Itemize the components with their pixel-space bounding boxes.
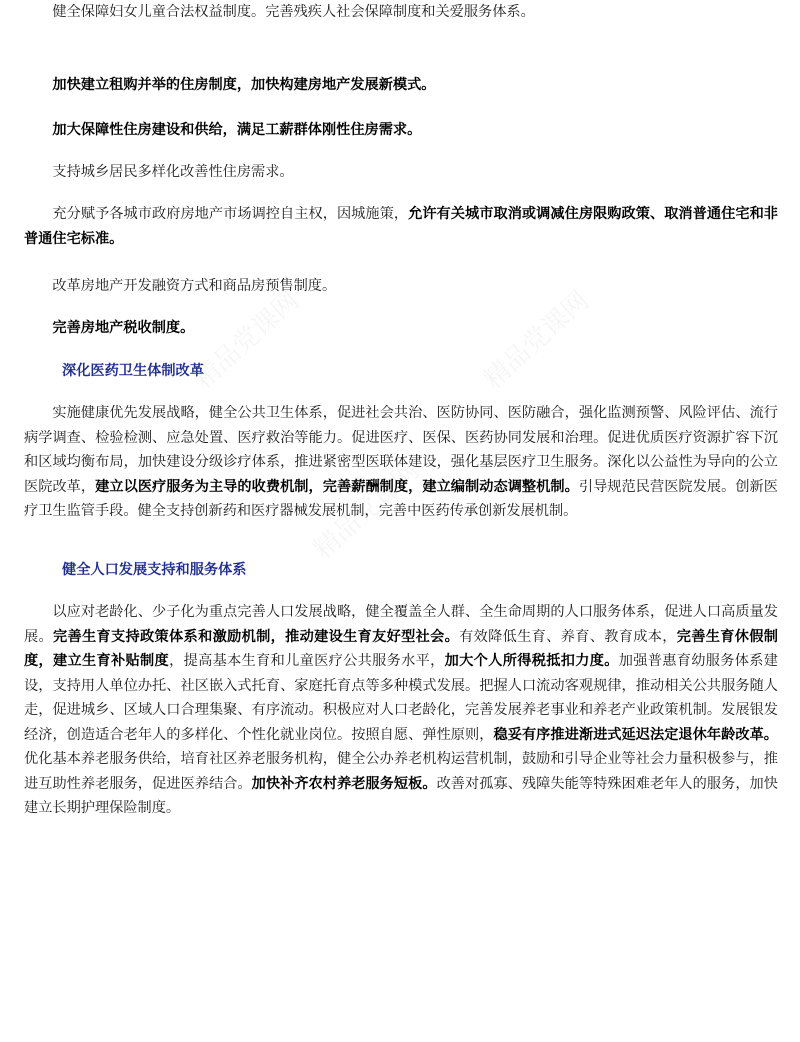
bold-span: 加快建立租购并举的住房制度，加快构建房地产发展新模式。 (52, 77, 436, 93)
text-span: 加强普惠育幼服务体系建设，支持用人单位办托、社区嵌入式托育、家庭托育点等多种模式发展。把握人口流动客观规律，推动相关公共服务随人走，促进城乡、区域人口合理集聚、有序流动。积极应对人口老龄化，完善发展养老事业和养老产业政策机制。发展银发经济，创造适合老年人的多样化、个性化就业岗位。按照自愿、弹性原则， (24, 653, 778, 743)
paragraph-medical (24, 401, 778, 524)
bold-span: 加快补齐农村养老服务短板。 (251, 775, 437, 792)
watermark: 精品党课网 (188, 285, 306, 396)
text-span: 改善对孤寡、残障失能等特殊困难老年人的服务，加快建立长期护理保险制度。 (24, 775, 778, 816)
text-span: 有效降低生育、养育、教育成本， (459, 628, 677, 645)
section-heading-medical: 深化医药卫生体制改革 (62, 363, 204, 379)
text-span: 充分赋予各城市政府房地产市场调控自主权，因城施策， (52, 206, 409, 222)
text-span: 健全保障妇女儿童合法权益制度。完善残疾人社会保障制度和关爱服务体系。 (52, 4, 535, 20)
bold-span: 完善生育支持政策体系和激励机制，推动建设生育友好型社会。 (53, 628, 460, 645)
bold-span: 完善生育休假制度，建立生育补贴制度 (24, 628, 778, 669)
bold-span: 加大个人所得税抵扣力度。 (444, 653, 619, 669)
paragraph-6 (24, 274, 778, 299)
bold-span: 稳妥有序推进渐进式延迟法定退休年龄改革。 (493, 726, 778, 743)
paragraph-1 (24, 0, 778, 25)
text-span: ，提高基本生育和儿童医疗公共服务水平， (169, 653, 445, 669)
bold-span: 完善房地产税收制度。 (52, 320, 195, 336)
watermark: 精品党课网 (308, 455, 426, 566)
text-span: 引导规范民营医院发展。创新医疗卫生监管手段。健全支持创新药和医疗器械发展机制，完善中医药传承创新发展机制。 (24, 478, 778, 519)
paragraph-2 (24, 73, 778, 98)
section-heading-population: 健全人口发展支持和服务体系 (62, 562, 247, 578)
text-span: 实施健康优先发展战略，健全公共卫生体系，促进社会共治、医防协同、医防融合，强化监测预警、风险评估、流行病学调查、检验检测、应急处置、医疗救治等能力。促进医疗、医保、医药协同发展和治理。促进优质医疗资源扩容下沉和区域均衡布局，加快建设分级诊疗体系，推进紧密型医联体建设，强化基层医疗卫生服务。深化以公益性为导向的公立医院改革， (24, 405, 778, 495)
watermark: 精品党课网 (478, 285, 596, 396)
paragraph-5 (24, 202, 778, 251)
paragraph-population (24, 600, 778, 821)
paragraph-4 (24, 160, 778, 185)
text-span: 以应对老龄化、少子化为重点完善人口发展战略，健全覆盖全人群、全生命周期的人口服务体系，促进人口高质量发展。 (24, 604, 778, 645)
text-span: 优化基本养老服务供给，培育社区养老服务机构，健全公办养老机构运营机制，鼓励和引导企业等社会力量积极参与，推进互助性养老服务，促进医养结合。 (24, 751, 778, 792)
text-span: 支持城乡居民多样化改善性住房需求。 (52, 164, 294, 180)
bold-span: 加大保障性住房建设和供给，满足工薪群体刚性住房需求。 (52, 122, 422, 138)
text-span: 改革房地产开发融资方式和商品房预售制度。 (52, 278, 337, 294)
paragraph-3 (24, 118, 778, 143)
bold-span: 允许有关城市取消或调减住房限购政策、取消普通住宅和非普通住宅标准。 (24, 206, 778, 247)
bold-span: 建立以医疗服务为主导的收费机制，完善薪酬制度，建立编制动态调整机制。 (95, 478, 579, 495)
paragraph-7 (24, 316, 778, 341)
